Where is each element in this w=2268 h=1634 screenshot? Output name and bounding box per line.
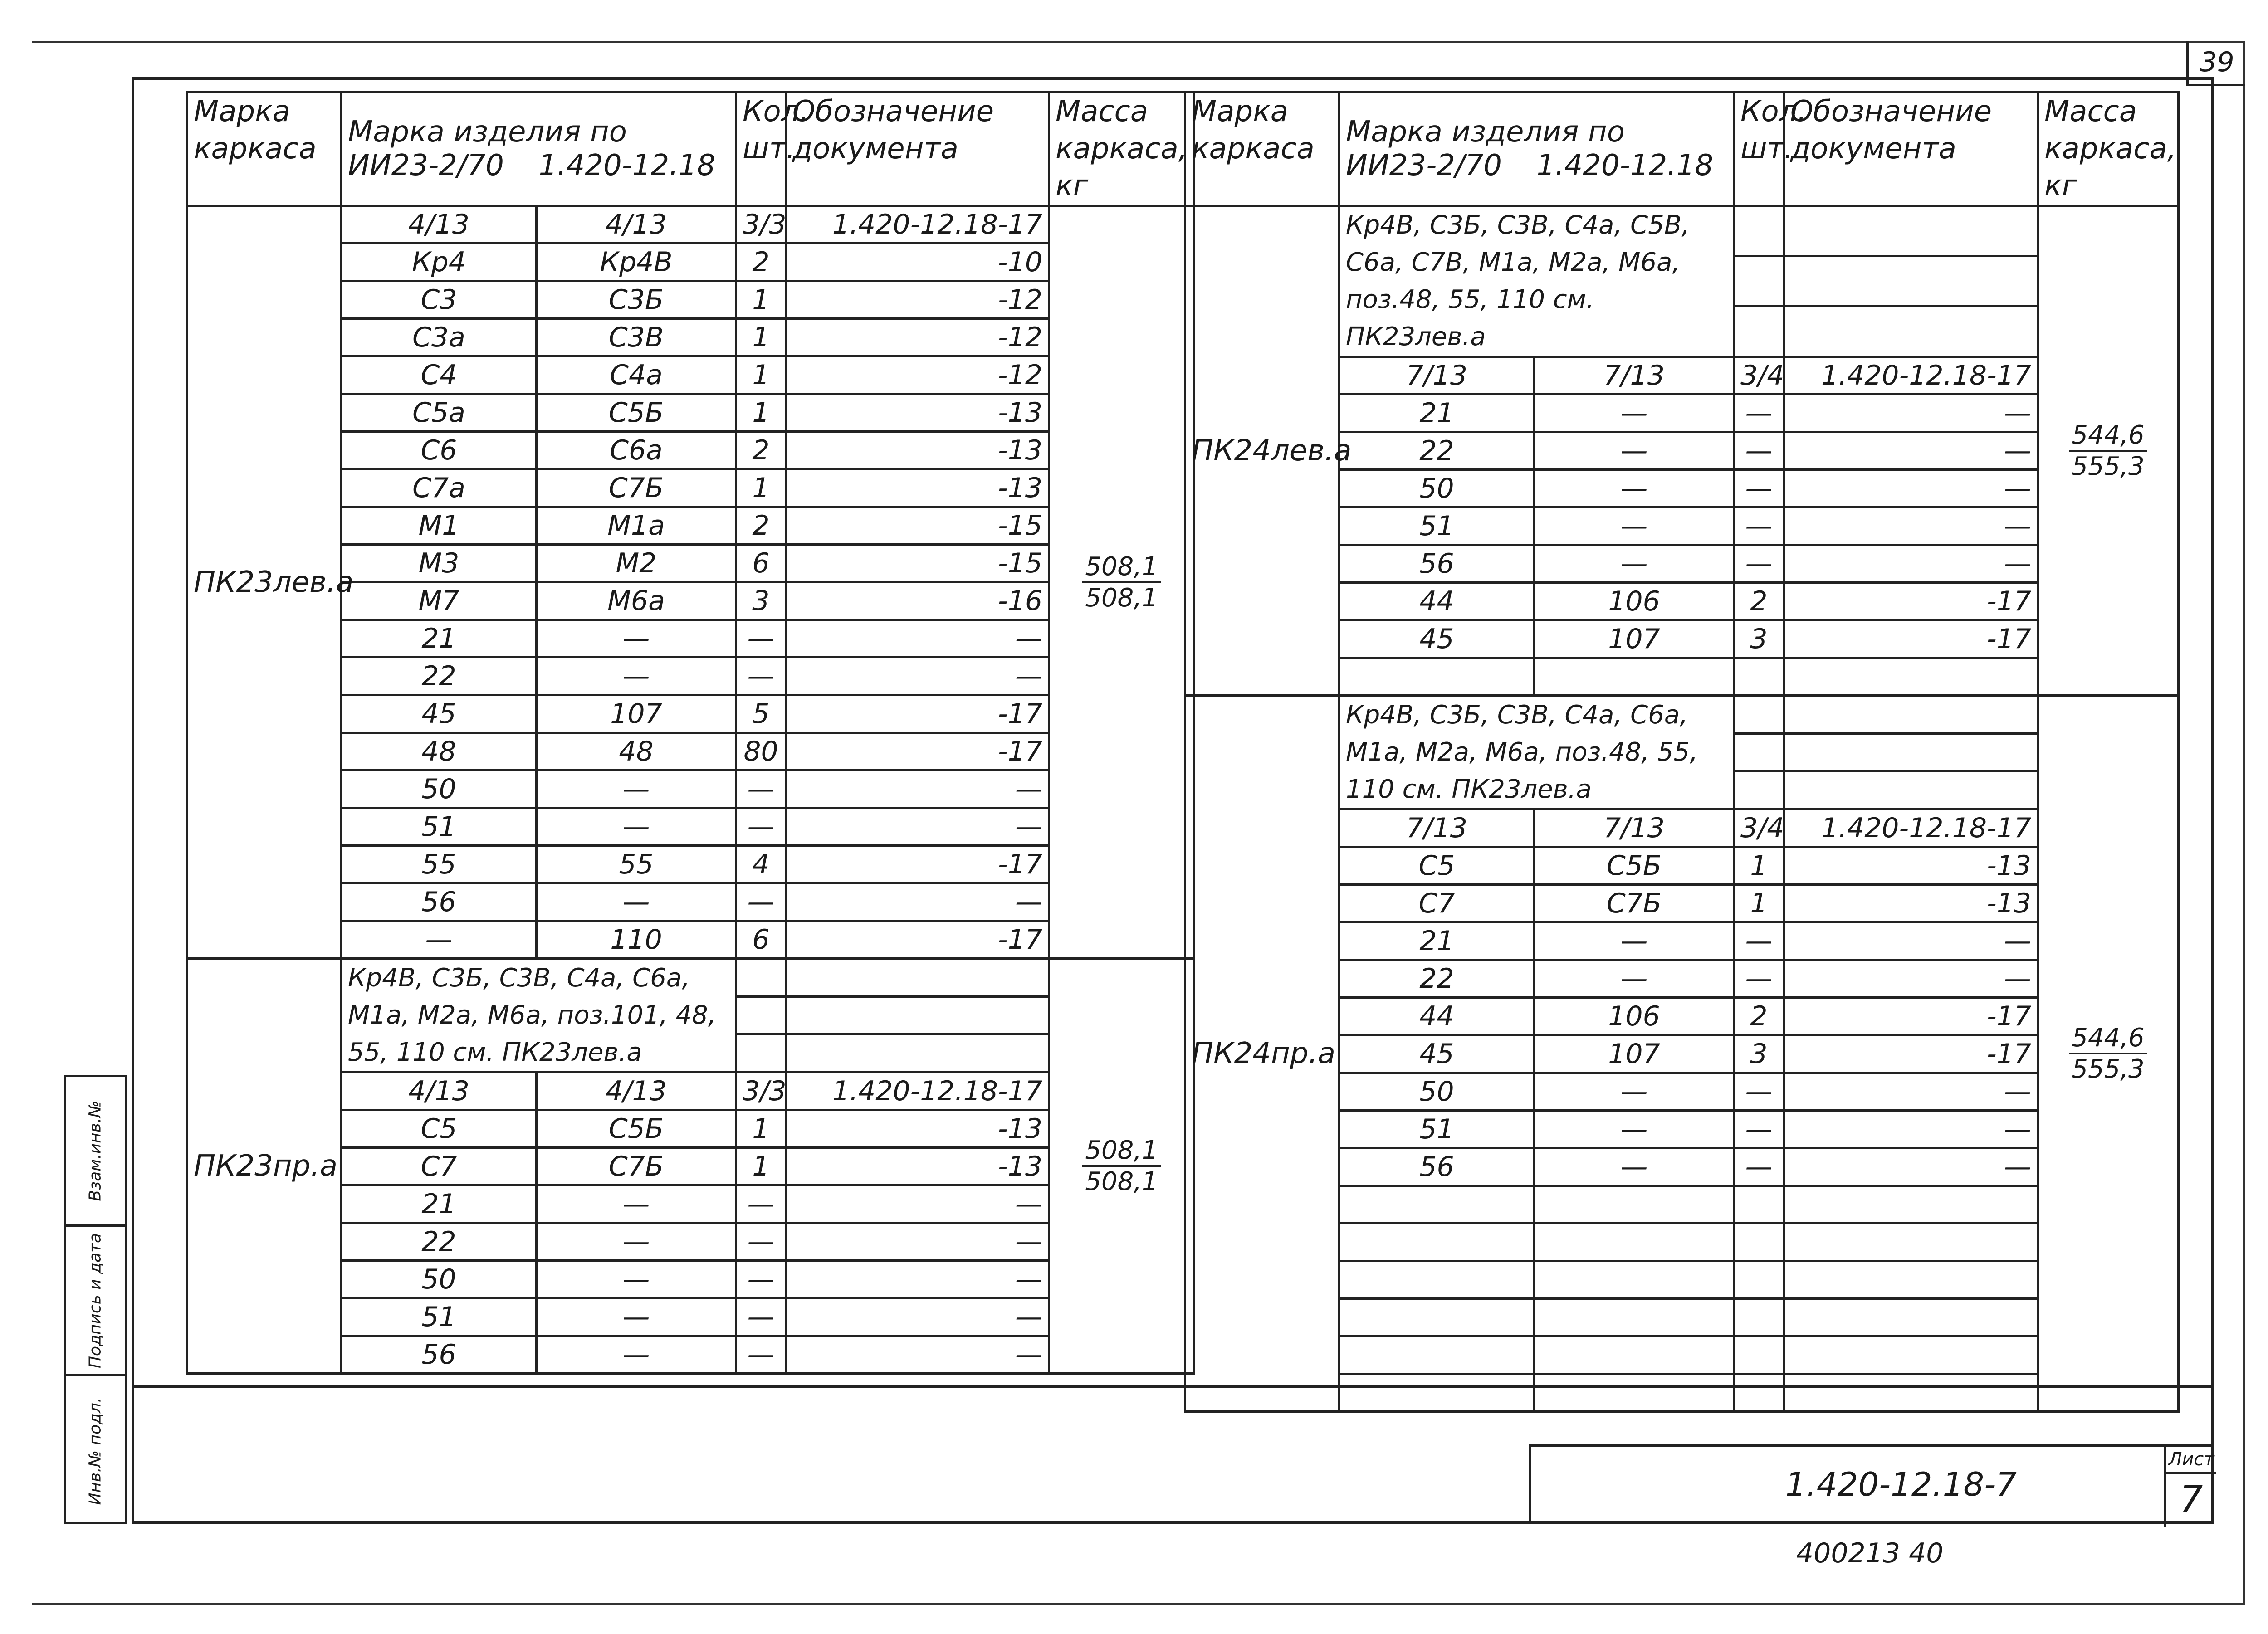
product-mark-a: 50 (342, 771, 537, 808)
product-mark-b: 107 (1535, 620, 1734, 658)
document-ref: -13 (1784, 885, 2038, 922)
document-ref: -13 (786, 1148, 1049, 1185)
product-mark-a: С3 (342, 281, 537, 319)
left-specification-table (186, 91, 1195, 1375)
product-mark-b: 106 (1535, 998, 1734, 1035)
header-col-b: 1.420-12.18 (1536, 149, 1714, 182)
quantity (1734, 1261, 1784, 1299)
document-ref: — (1784, 1148, 2038, 1186)
quantity: 1 (736, 394, 786, 432)
quantity: 3 (1734, 620, 1784, 658)
header-product-mark (342, 92, 736, 206)
product-mark-a: 21 (1339, 395, 1535, 432)
document-ref: -17 (786, 846, 1049, 883)
product-mark-a: 7/13 (1339, 357, 1535, 395)
header-product-mark (1339, 92, 1734, 206)
product-mark-a: 4/13 (342, 1073, 537, 1110)
product-mark-b: С3В (537, 319, 736, 356)
quantity: 2 (736, 432, 786, 469)
product-mark-a: 56 (342, 1336, 537, 1374)
document-ref: -12 (786, 281, 1049, 319)
product-mark-a: 56 (1339, 545, 1535, 583)
product-mark-a: С5 (1339, 847, 1535, 885)
mass-cell (2038, 696, 2179, 1412)
product-mark-b: — (1535, 1111, 1734, 1148)
product-mark-b: — (537, 771, 736, 808)
document-ref: — (1784, 1073, 2038, 1111)
quantity: — (736, 1185, 786, 1223)
header-mass: Масса каркаса, кг (2038, 92, 2179, 206)
empty-cell (1734, 771, 1784, 810)
product-mark-b: — (1535, 960, 1734, 998)
quantity: 1 (736, 281, 786, 319)
quantity: 1 (736, 356, 786, 394)
document-ref: — (786, 883, 1049, 921)
mass-cell (2038, 206, 2179, 696)
header-product-mark-title: Марка изделия по (1346, 115, 1625, 149)
product-mark-a: 45 (1339, 620, 1535, 658)
product-mark-a: 21 (1339, 922, 1535, 960)
document-ref: — (786, 1336, 1049, 1374)
quantity: 1 (736, 469, 786, 507)
header-col-a: ИИ23-2/70 (348, 149, 504, 182)
product-mark-a (1339, 1374, 1535, 1412)
quantity: — (736, 808, 786, 846)
product-mark-a: 56 (342, 883, 537, 921)
quantity: 1 (1734, 847, 1784, 885)
quantity: — (736, 771, 786, 808)
document-ref: — (1784, 470, 2038, 507)
product-mark-b: С7Б (537, 469, 736, 507)
document-ref (1784, 1374, 2038, 1412)
document-ref: — (786, 1223, 1049, 1261)
quantity: — (1734, 432, 1784, 470)
quantity: — (1734, 922, 1784, 960)
document-ref: 1.420-12.18-17 (1784, 357, 2038, 395)
quantity (1734, 1186, 1784, 1224)
product-mark-a (1339, 1299, 1535, 1336)
quantity (1734, 658, 1784, 696)
quantity: 2 (1734, 998, 1784, 1035)
product-mark-b: — (537, 1261, 736, 1298)
sheet-label: Лист (2164, 1447, 2216, 1474)
product-mark-a: 4/13 (342, 206, 537, 244)
frame-mark-cell: ПК24пр.а (1185, 696, 1339, 1412)
product-mark-b: С7Б (537, 1148, 736, 1185)
product-mark-b: — (1535, 1073, 1734, 1111)
quantity: — (1734, 1148, 1784, 1186)
product-mark-b (1535, 1299, 1734, 1336)
document-ref (1784, 1224, 2038, 1261)
product-mark-b (1535, 658, 1734, 696)
product-mark-b: — (1535, 1148, 1734, 1186)
product-mark-a: 45 (342, 695, 537, 733)
product-mark-a: 56 (1339, 1148, 1535, 1186)
product-mark-a: С7 (1339, 885, 1535, 922)
product-mark-a: С5а (342, 394, 537, 432)
header-product-mark-title: Марка изделия по (348, 115, 627, 149)
document-ref: — (1784, 545, 2038, 583)
mass-value-top: 544,6 (2069, 420, 2147, 452)
quantity: — (736, 1223, 786, 1261)
quantity: — (736, 1298, 786, 1336)
document-ref: — (786, 1185, 1049, 1223)
quantity: 4 (736, 846, 786, 883)
product-mark-a: С4 (342, 356, 537, 394)
product-mark-b: С4а (537, 356, 736, 394)
quantity: 2 (736, 244, 786, 281)
mass-value-top: 544,6 (2069, 1023, 2147, 1054)
quantity: — (736, 1336, 786, 1374)
product-mark-a (1339, 1336, 1535, 1374)
sidebar-cell-signature (66, 1227, 125, 1376)
product-mark-b: 7/13 (1535, 357, 1734, 395)
product-mark-b: — (1535, 507, 1734, 545)
document-ref: -13 (786, 432, 1049, 469)
quantity: — (1734, 960, 1784, 998)
product-mark-a: М3 (342, 545, 537, 582)
document-ref: — (1784, 432, 2038, 470)
product-mark-b: — (537, 808, 736, 846)
product-mark-a: С7 (342, 1148, 537, 1185)
product-mark-a: 45 (1339, 1035, 1535, 1073)
right-specification-table (1184, 91, 2180, 1413)
document-ref: — (1784, 1111, 2038, 1148)
product-mark-b: 106 (1535, 583, 1734, 620)
document-ref: — (786, 808, 1049, 846)
sidebar-label-signature: Подпись и дата (86, 1233, 105, 1368)
document-ref: -12 (786, 319, 1049, 356)
product-mark-b: М6а (537, 582, 736, 620)
empty-cell (1784, 771, 2038, 810)
group-note: Кр4В, С3Б, С3В, С4а, С6а, М1а, М2а, М6а, поз.101, 48, 55, 110 см. ПК23лев.а (342, 959, 736, 1073)
empty-cell (786, 1034, 1049, 1073)
document-ref: -12 (786, 356, 1049, 394)
product-mark-b: С6а (537, 432, 736, 469)
document-ref: 1.420-12.18-17 (786, 206, 1049, 244)
quantity: — (736, 658, 786, 695)
header-col-b: 1.420-12.18 (538, 149, 716, 182)
document-ref: — (786, 771, 1049, 808)
quantity: 3/3 (736, 1073, 786, 1110)
note-row (1185, 696, 2179, 734)
note-row (187, 959, 1194, 997)
product-mark-b: — (1535, 432, 1734, 470)
quantity: — (1734, 395, 1784, 432)
quantity: — (736, 1261, 786, 1298)
quantity: 3 (1734, 1035, 1784, 1073)
product-mark-b (1535, 1336, 1734, 1374)
product-mark-b: — (537, 658, 736, 695)
product-mark-a: 7/13 (1339, 810, 1535, 847)
document-ref: — (1784, 507, 2038, 545)
document-ref: -16 (786, 582, 1049, 620)
product-mark-b (1535, 1224, 1734, 1261)
frame-mark-cell: ПК24лев.а (1185, 206, 1339, 696)
sidebar-cell-replace (66, 1077, 125, 1227)
document-ref: -17 (786, 733, 1049, 771)
document-ref: — (786, 1261, 1049, 1298)
document-ref (1784, 1336, 2038, 1374)
quantity: — (1734, 545, 1784, 583)
sheet-number: 7 (2164, 1474, 2216, 1527)
product-mark-b: С5Б (537, 1110, 736, 1148)
mass-value-bottom: 555,3 (2072, 1054, 2145, 1084)
product-mark-b (1535, 1186, 1734, 1224)
document-ref: — (1784, 395, 2038, 432)
product-mark-a: 51 (342, 808, 537, 846)
product-mark-b: Кр4В (537, 244, 736, 281)
quantity: 6 (736, 921, 786, 959)
product-mark-a: 22 (342, 1223, 537, 1261)
product-mark-a: С5 (342, 1110, 537, 1148)
document-ref (1784, 658, 2038, 696)
product-mark-a: Кр4 (342, 244, 537, 281)
quantity: 6 (736, 545, 786, 582)
sidebar-label-replace: Взам.инв.№ (86, 1100, 105, 1201)
product-mark-b: 4/13 (537, 1073, 736, 1110)
document-ref: -17 (1784, 620, 2038, 658)
quantity: 1 (736, 1148, 786, 1185)
quantity: — (736, 883, 786, 921)
product-mark-a: 21 (342, 1185, 537, 1223)
quantity: 3 (736, 582, 786, 620)
product-mark-b (1535, 1374, 1734, 1412)
product-mark-a: 21 (342, 620, 537, 658)
product-mark-a (1339, 1224, 1535, 1261)
quantity: 1 (736, 1110, 786, 1148)
document-ref: -17 (1784, 998, 2038, 1035)
empty-cell (1784, 696, 2038, 734)
product-mark-a: 50 (1339, 1073, 1535, 1111)
document-ref: — (786, 658, 1049, 695)
note-row (1185, 206, 2179, 256)
product-mark-a: 44 (1339, 583, 1535, 620)
document-ref: — (1784, 922, 2038, 960)
product-mark-a: 44 (1339, 998, 1535, 1035)
product-mark-a (1339, 658, 1535, 696)
table-row (187, 206, 1194, 244)
document-code: 1.420-12.18-7 (1785, 1465, 2017, 1503)
mass-cell (1049, 206, 1194, 959)
group-note: Кр4В, С3Б, С3В, С4а, С6а, М1а, М2а, М6а, поз.48, 55, 110 см. ПК23лев.а (1339, 696, 1734, 810)
product-mark-b: С5Б (1535, 847, 1734, 885)
product-mark-b: — (537, 1185, 736, 1223)
product-mark-a: М1 (342, 507, 537, 545)
quantity: 5 (736, 695, 786, 733)
product-mark-b: М1а (537, 507, 736, 545)
mass-cell (1049, 959, 1194, 1374)
quantity (1734, 1374, 1784, 1412)
product-mark-a: 50 (342, 1261, 537, 1298)
empty-cell (1734, 206, 1784, 256)
product-mark-b: 55 (537, 846, 736, 883)
group-note: Кр4В, С3Б, С3В, С4а, С5В, С6а, С7В, М1а, М2а, М6а, поз.48, 55, 110 см. ПК23лев.а (1339, 206, 1734, 357)
document-ref: — (786, 620, 1049, 658)
empty-cell (1734, 733, 1784, 771)
product-mark-a: С7а (342, 469, 537, 507)
quantity: 1 (736, 319, 786, 356)
document-ref (1784, 1299, 2038, 1336)
mass-value-bottom: 508,1 (1085, 583, 1158, 613)
product-mark-a: С6 (342, 432, 537, 469)
frame-mark-cell: ПК23пр.а (187, 959, 342, 1374)
mass-value-top: 508,1 (1082, 552, 1160, 583)
product-mark-a: 22 (1339, 432, 1535, 470)
document-ref: -13 (786, 469, 1049, 507)
product-mark-b: 7/13 (1535, 810, 1734, 847)
product-mark-b: 107 (537, 695, 736, 733)
document-ref: -13 (786, 394, 1049, 432)
document-ref (1784, 1261, 2038, 1299)
sidebar-cell-inventory (66, 1376, 125, 1526)
document-ref: -13 (786, 1110, 1049, 1148)
product-mark-b: — (537, 883, 736, 921)
product-mark-a: 51 (1339, 507, 1535, 545)
empty-cell (1734, 307, 1784, 357)
product-mark-a: 55 (342, 846, 537, 883)
header-qty: Кол. шт. (736, 92, 786, 206)
quantity: 2 (1734, 583, 1784, 620)
product-mark-b: — (537, 1223, 736, 1261)
table-header-row (187, 92, 1194, 206)
quantity: — (1734, 1073, 1784, 1111)
mass-value-top: 508,1 (1082, 1136, 1160, 1167)
empty-cell (1734, 696, 1784, 734)
product-mark-a: 51 (342, 1298, 537, 1336)
header-frame-mark: Марка каркаса (1185, 92, 1339, 206)
product-mark-b: 107 (1535, 1035, 1734, 1073)
document-ref: -10 (786, 244, 1049, 281)
empty-cell (736, 959, 786, 997)
product-mark-b: — (1535, 922, 1734, 960)
product-mark-a: М7 (342, 582, 537, 620)
product-mark-a (1339, 1261, 1535, 1299)
empty-cell (736, 996, 786, 1034)
quantity: 80 (736, 733, 786, 771)
table-header-row (1185, 92, 2179, 206)
quantity (1734, 1224, 1784, 1261)
quantity: — (1734, 1111, 1784, 1148)
quantity: 3/4 (1734, 810, 1784, 847)
product-mark-b: С7Б (1535, 885, 1734, 922)
product-mark-b: — (1535, 545, 1734, 583)
product-mark-a (1339, 1186, 1535, 1224)
product-mark-b: — (537, 1336, 736, 1374)
product-mark-a: 48 (342, 733, 537, 771)
product-mark-b: — (1535, 470, 1734, 507)
quantity (1734, 1336, 1784, 1374)
quantity: — (1734, 470, 1784, 507)
document-ref: 1.420-12.18-17 (1784, 810, 2038, 847)
empty-cell (1734, 256, 1784, 307)
quantity: — (736, 620, 786, 658)
product-mark-b (1535, 1261, 1734, 1299)
document-ref: -17 (786, 921, 1049, 959)
document-ref: -13 (1784, 847, 2038, 885)
empty-cell (1784, 733, 2038, 771)
empty-cell (736, 1034, 786, 1073)
document-ref: — (786, 1298, 1049, 1336)
quantity: 3/3 (736, 206, 786, 244)
header-col-a: ИИ23-2/70 (1346, 149, 1502, 182)
empty-cell (786, 996, 1049, 1034)
empty-cell (786, 959, 1049, 997)
document-ref: 1.420-12.18-17 (786, 1073, 1049, 1110)
quantity: — (1734, 507, 1784, 545)
product-mark-a: — (342, 921, 537, 959)
product-mark-a: 22 (342, 658, 537, 695)
product-mark-b: С3Б (537, 281, 736, 319)
product-mark-b: 48 (537, 733, 736, 771)
header-qty: Кол. шт. (1734, 92, 1784, 206)
empty-cell (1784, 307, 2038, 357)
left-stamp-column (64, 1075, 127, 1524)
quantity: 3/4 (1734, 357, 1784, 395)
product-mark-b: — (537, 1298, 736, 1336)
quantity: 1 (1734, 885, 1784, 922)
document-ref: -17 (786, 695, 1049, 733)
mass-value-bottom: 555,3 (2072, 451, 2145, 481)
document-ref (1784, 1186, 2038, 1224)
quantity: 2 (736, 507, 786, 545)
page-number: 39 (2186, 41, 2245, 86)
document-ref: -15 (786, 507, 1049, 545)
header-doc: Обозначение документа (786, 92, 1049, 206)
product-mark-a: 51 (1339, 1111, 1535, 1148)
archive-stamp: 400213 40 (1796, 1537, 1944, 1569)
header-frame-mark: Марка каркаса (187, 92, 342, 206)
document-ref: -15 (786, 545, 1049, 582)
header-doc: Обозначение документа (1784, 92, 2038, 206)
title-block (1529, 1444, 2214, 1524)
quantity (1734, 1299, 1784, 1336)
product-mark-b: — (1535, 395, 1734, 432)
product-mark-a: С3а (342, 319, 537, 356)
document-ref: -17 (1784, 583, 2038, 620)
product-mark-b: М2 (537, 545, 736, 582)
product-mark-a: 50 (1339, 470, 1535, 507)
document-ref: -17 (1784, 1035, 2038, 1073)
product-mark-b: С5Б (537, 394, 736, 432)
product-mark-b: — (537, 620, 736, 658)
mass-value-bottom: 508,1 (1085, 1167, 1158, 1196)
sidebar-label-inventory: Инв.№ подл. (86, 1397, 105, 1505)
document-ref: — (1784, 960, 2038, 998)
empty-cell (1784, 256, 2038, 307)
header-mass: Масса каркаса, кг (1049, 92, 1194, 206)
product-mark-a: 22 (1339, 960, 1535, 998)
empty-cell (1784, 206, 2038, 256)
product-mark-b: 110 (537, 921, 736, 959)
product-mark-b: 4/13 (537, 206, 736, 244)
frame-mark-cell: ПК23лев.а (187, 206, 342, 959)
